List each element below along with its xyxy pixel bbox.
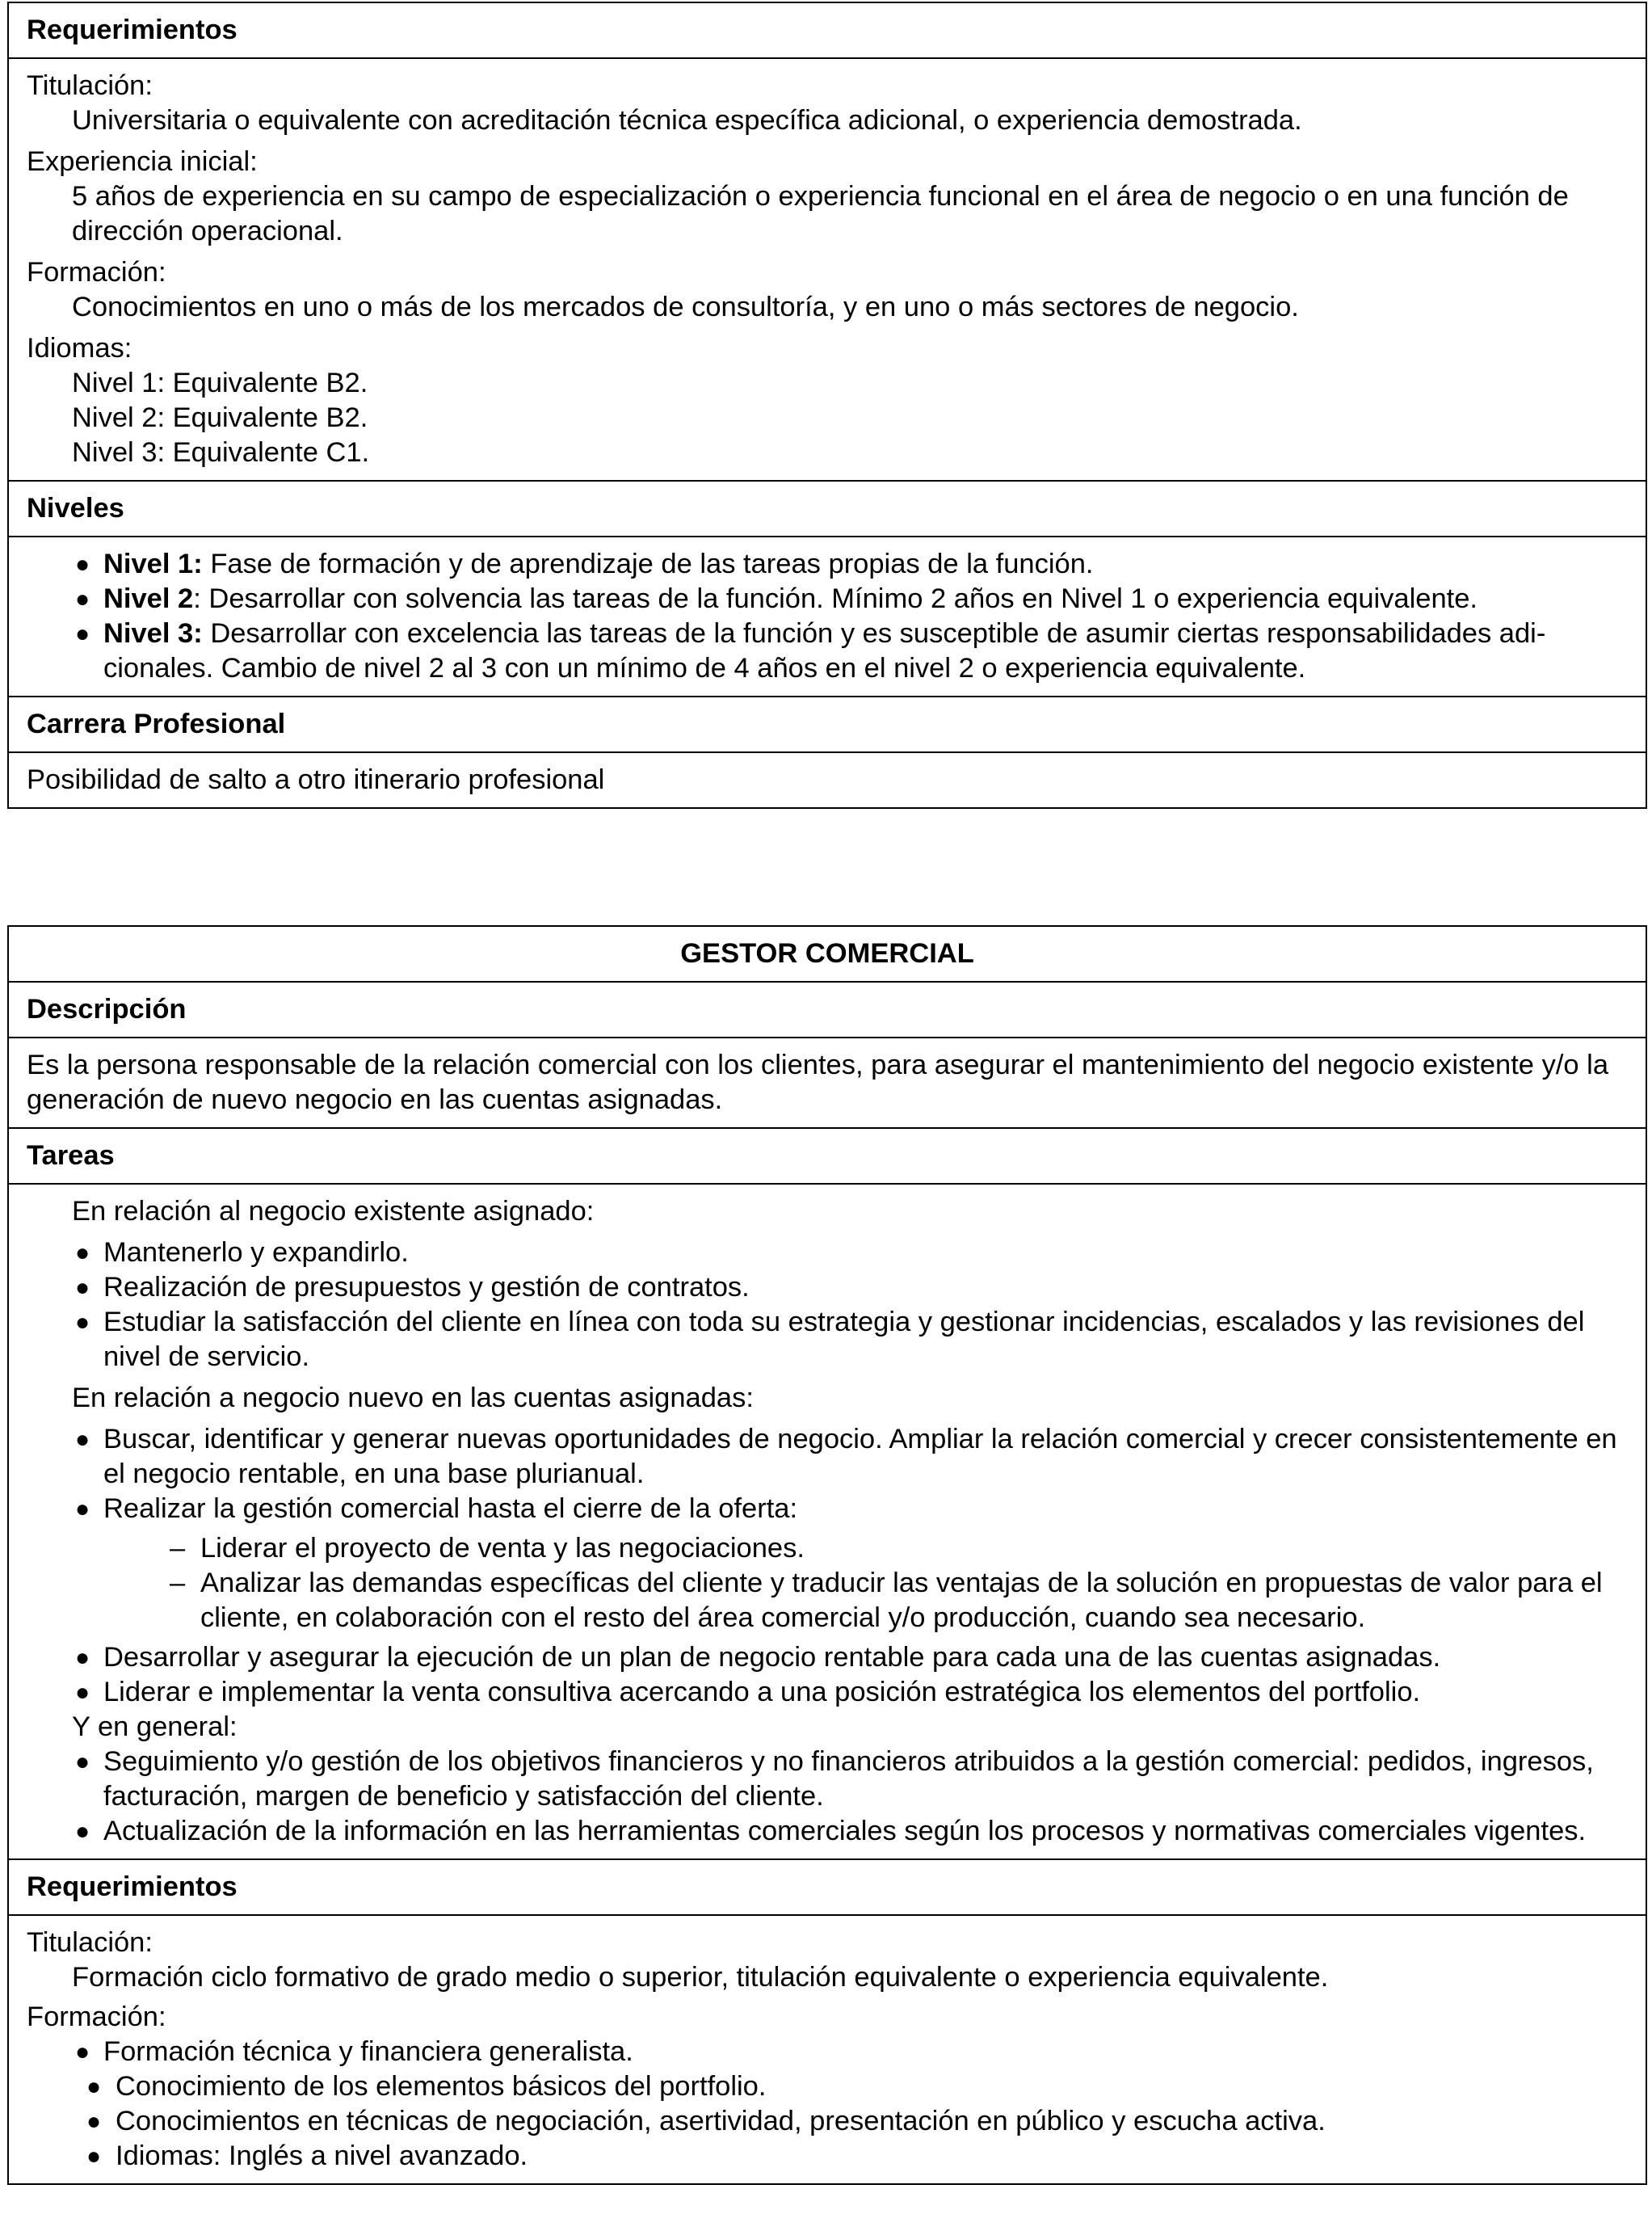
experiencia-label: Experiencia inicial: <box>27 146 258 177</box>
requirements-body <box>9 1914 1646 2183</box>
list-item: ● Liderar e implementar la venta consultiva acercando a una posición estratégica los elementos del portfolio. <box>27 1675 1628 1710</box>
nivel-text: : Desarrollar con solvencia las tareas de la función. Mínimo 2 años en Nivel 1 o experiencia equivalente. <box>193 583 1478 614</box>
tareas-body <box>9 1183 1646 1858</box>
titulacion-text: Formación ciclo formativo de grado medio o superior, titulación equivalente o experiencia equivalente. <box>72 1962 1329 1993</box>
list-item: ● Desarrollar y asegurar la ejecución de un plan de negocio rentable para cada una de las cuentas asignadas. <box>27 1640 1628 1675</box>
tareas-general-list <box>27 1745 1628 1849</box>
section-heading-tareas: Tareas <box>9 1127 1646 1183</box>
requirements-table-1 <box>7 2 1647 809</box>
formacion-list <box>27 2035 1628 2069</box>
list-item <box>27 617 1628 686</box>
list-item: ● Formación técnica y financiera generalista. <box>27 2035 1628 2069</box>
niveles-list <box>27 547 1628 686</box>
nivel-label: Nivel 3: <box>103 618 203 649</box>
formacion-label: Formación: <box>27 257 166 288</box>
list-item: ● Estudiar la satisfacción del cliente en línea con toda su estrategia y gestionar incidencias, escalados y las revisiones del nivel de servicio. <box>27 1305 1628 1374</box>
section-heading-requerimientos: Requerimientos <box>27 15 238 45</box>
tareas-intro-existente: En relación al negocio existente asignado: <box>72 1196 595 1227</box>
formacion-list-2 <box>27 2069 1628 2174</box>
titulacion-label: Titulación: <box>27 70 153 101</box>
tareas-nuevo-sublist <box>27 1531 1628 1635</box>
descripcion-text: Es la persona responsable de la relación comercial con los clientes, para asegurar el mantenimiento del negocio existente y/o la generación de nuevo negocio en las cuentas asignadas. <box>9 1037 1646 1127</box>
nivel-label: Nivel 2 <box>103 583 194 614</box>
section-heading-carrera: Carrera Profesional <box>9 696 1646 751</box>
list-item: – Liderar el proyecto de venta y las negociaciones. <box>27 1531 1628 1566</box>
tareas-intro-nuevo: En relación a negocio nuevo en las cuentas asignadas: <box>72 1383 754 1413</box>
formacion-label: Formación: <box>27 2002 166 2032</box>
role-title: GESTOR COMERCIAL <box>680 938 974 969</box>
tareas-intro-general: Y en general: <box>72 1711 238 1742</box>
idiomas-label: Idiomas: <box>27 333 132 364</box>
idioma-item: Nivel 3: Equivalente C1. <box>72 437 370 468</box>
list-item: ● Seguimiento y/o gestión de los objetivos financieros y no financieros atribuidos a la gestión comercial: pedidos, ingresos, facturación, margen de beneficio y satisfacción del cliente. <box>27 1745 1628 1814</box>
nivel-label: Nivel 1: <box>103 549 203 579</box>
nivel-text: Desarrollar con excelencia las tareas de la función y es susceptible de asumir ciertas responsabilidades adi-cionales. Cambio de nivel 2 al 3 con un mínimo de 4 años en el nivel 2 o experiencia equivalente. <box>103 618 1546 684</box>
tareas-nuevo-list-2 <box>27 1640 1628 1710</box>
idioma-item: Nivel 2: Equivalente B2. <box>72 402 368 433</box>
list-item <box>27 582 1628 617</box>
titulacion-text: Universitaria o equivalente con acreditación técnica específica adicional, o experiencia demostrada. <box>72 105 1302 136</box>
experiencia-text: 5 años de experiencia en su campo de especialización o experiencia funcional en el área de negocio o en una función de dirección operacional. <box>72 181 1569 246</box>
list-item: ● Conocimiento de los elementos básicos del portfolio. <box>27 2069 1628 2104</box>
idioma-item: Nivel 1: Equivalente B2. <box>72 368 368 398</box>
carrera-text: Posibilidad de salto a otro itinerario profesional <box>9 751 1646 807</box>
tareas-nuevo-list <box>27 1422 1628 1526</box>
section-heading-requerimientos: Requerimientos <box>9 1858 1646 1914</box>
requirements-body <box>9 57 1646 480</box>
formacion-text: Conocimientos en uno o más de los mercados de consultoría, y en uno o más sectores de negocio. <box>72 292 1299 322</box>
tareas-existente-list <box>27 1235 1628 1374</box>
list-item: ● Buscar, identificar y generar nuevas oportunidades de negocio. Ampliar la relación comercial y crecer consistentemente en el negocio rentable, en una base plurianual. <box>27 1422 1628 1492</box>
titulacion-label: Titulación: <box>27 1927 153 1958</box>
list-item: ● Conocimientos en técnicas de negociación, asertividad, presentación en público y escucha activa. <box>27 2104 1628 2139</box>
section-heading-niveles: Niveles <box>9 480 1646 536</box>
nivel-text: Fase de formación y de aprendizaje de las tareas propias de la función. <box>202 549 1094 579</box>
list-item: – Analizar las demandas específicas del cliente y traducir las ventajas de la solución en propuestas de valor para el cliente, en colaboración con el resto del área comercial y/o producción, cuando sea necesario. <box>27 1566 1628 1635</box>
list-item: ● Realización de presupuestos y gestión de contratos. <box>27 1270 1628 1305</box>
list-item: ● Realizar la gestión comercial hasta el cierre de la oferta: <box>27 1492 1628 1526</box>
list-item: ● Idiomas: Inglés a nivel avanzado. <box>27 2139 1628 2174</box>
list-item: ● Mantenerlo y expandirlo. <box>27 1235 1628 1270</box>
list-item: ● Actualización de la información en las herramientas comerciales según los procesos y normativas comerciales vigentes. <box>27 1814 1628 1849</box>
list-item <box>27 547 1628 582</box>
section-heading-descripcion: Descripción <box>9 981 1646 1037</box>
niveles-body <box>9 536 1646 696</box>
gestor-comercial-table <box>7 925 1647 2185</box>
